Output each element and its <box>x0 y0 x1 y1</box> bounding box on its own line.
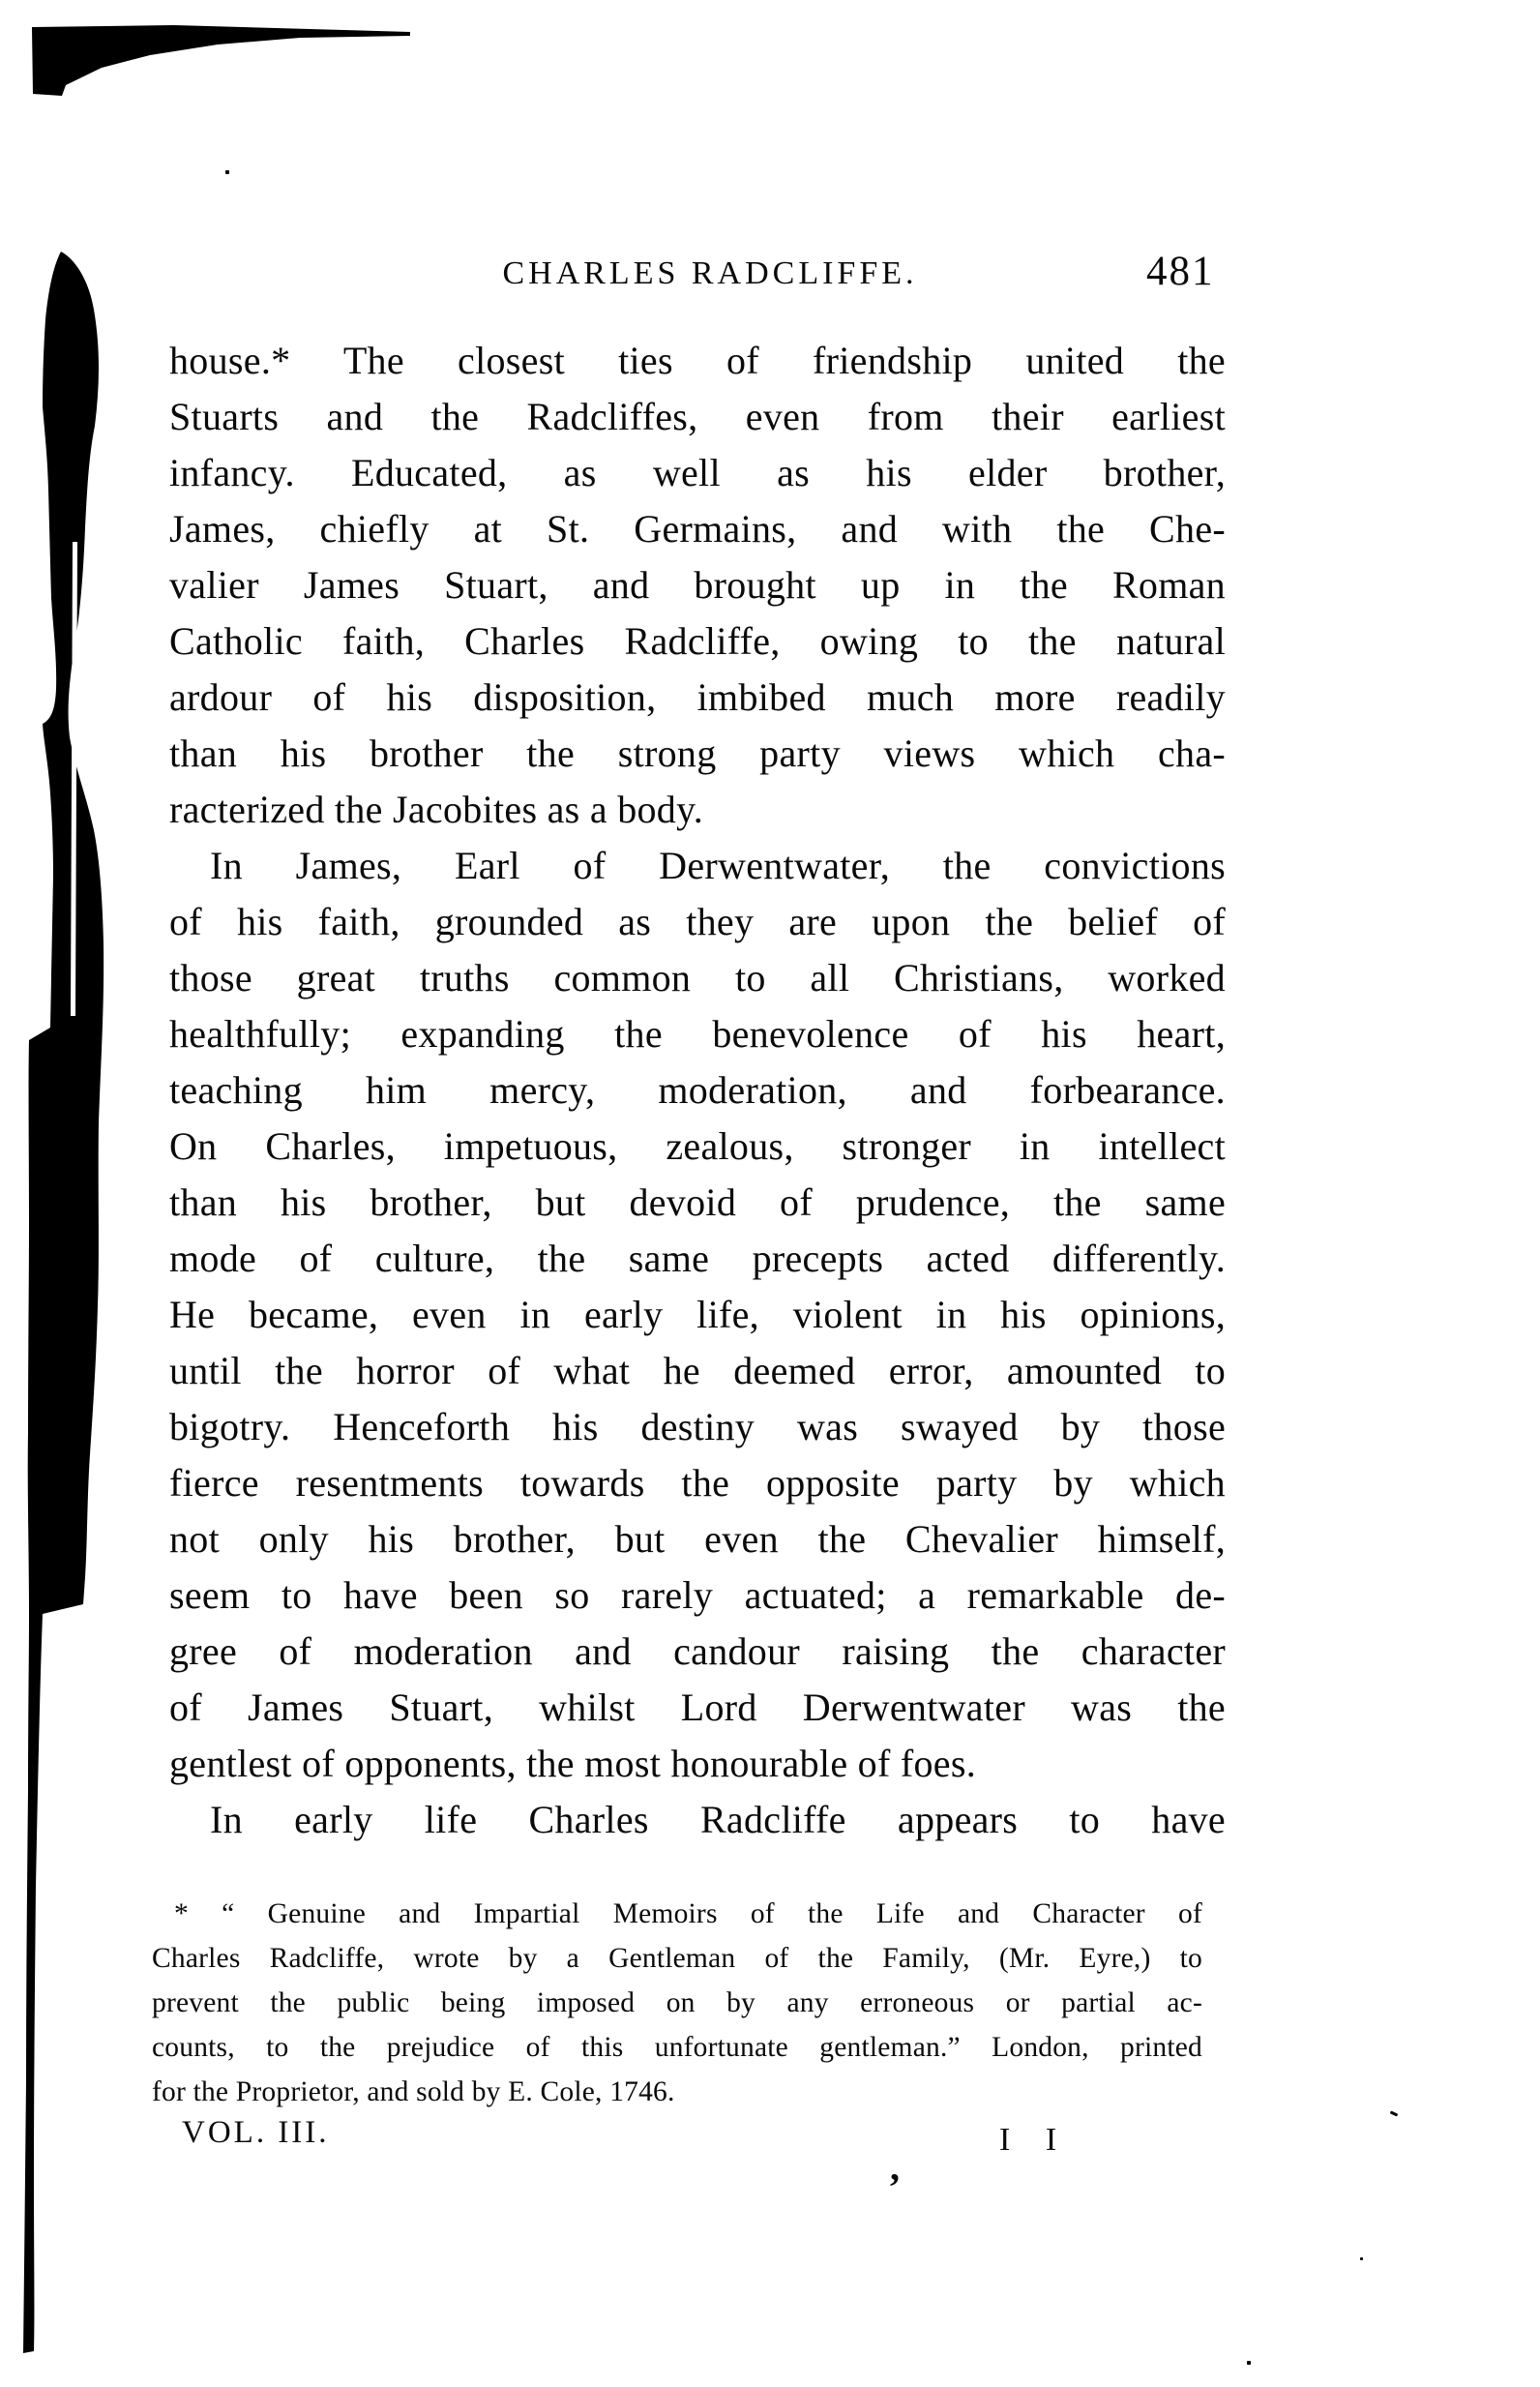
text-line: gentlest of opponents, the most honourable of foes. <box>169 1742 977 1785</box>
text-line: In James, Earl of Derwentwater, the convictions <box>210 844 1226 887</box>
text-line: seem to have been so rarely actuated; a remarkable de- <box>169 1573 1226 1617</box>
text-line: not only his brother, but even the Chevalier himself, <box>169 1517 1226 1561</box>
text-line: infancy. Educated, as well as his elder brother, <box>169 451 1226 494</box>
text-line: house.* The closest ties of friendship united the <box>169 339 1226 382</box>
text-line: Catholic faith, Charles Radcliffe, owing to the natural <box>169 619 1226 663</box>
text-line: fierce resentments towards the opposite party by which <box>169 1461 1226 1505</box>
text-line: bigotry. Henceforth his destiny was swayed by those <box>169 1405 1226 1448</box>
text-line: mode of culture, the same precepts acted differently. <box>169 1237 1226 1280</box>
text-line: of James Stuart, whilst Lord Derwentwater was the <box>169 1686 1226 1729</box>
text-line: teaching him mercy, moderation, and forbearance. <box>169 1068 1226 1112</box>
text-line: James, chiefly at St. Germains, and with the Che- <box>169 507 1226 551</box>
footnote-block <box>152 1892 1202 2114</box>
scan-gutter-blob-artifact <box>0 0 116 2387</box>
footnote-line: for the Proprietor, and sold by E. Cole, 1746. <box>152 2076 675 2107</box>
body-text-block <box>169 333 1226 1848</box>
running-header-title: CHARLES RADCLIFFE. <box>502 255 918 291</box>
footnote-line: prevent the public being imposed on by any erroneous or partial ac- <box>152 1987 1202 2018</box>
text-line: than his brother the strong party views which cha- <box>169 731 1226 775</box>
text-line: In early life Charles Radcliffe appears to have <box>210 1798 1226 1841</box>
ink-speck <box>225 170 229 174</box>
text-line: gree of moderation and candour raising the character <box>169 1629 1226 1673</box>
text-line: until the horror of what he deemed error, amounted to <box>169 1349 1226 1392</box>
ink-speck <box>1390 2110 1399 2116</box>
footnote-line: * “ Genuine and Impartial Memoirs of the Life and Character of <box>174 1898 1202 1929</box>
text-line: valier James Stuart, and brought up in the Roman <box>169 563 1226 607</box>
text-line: racterized the Jacobites as a body. <box>169 788 704 831</box>
volume-label: VOL. III. <box>182 2115 330 2150</box>
text-line: healthfully; expanding the benevolence of his heart, <box>169 1012 1226 1056</box>
text-line: than his brother, but devoid of prudence, the same <box>169 1180 1226 1224</box>
text-line: Stuarts and the Radcliffes, even from their earliest <box>169 395 1226 438</box>
text-line: ardour of his disposition, imbibed much more readily <box>169 675 1226 719</box>
ink-speck <box>1247 2361 1251 2365</box>
text-line: of his faith, grounded as they are upon the belief of <box>169 900 1226 943</box>
text-line: those great truths common to all Christians, worked <box>169 956 1226 1000</box>
footnote-line: Charles Radcliffe, wrote by a Gentleman of the Family, (Mr. Eyre,) to <box>152 1943 1202 1974</box>
text-line: On Charles, impetuous, zealous, stronger in intellect <box>169 1124 1226 1168</box>
ink-speck <box>1360 2257 1363 2260</box>
scan-wedge-artifact <box>0 0 416 106</box>
signature-mark: I I <box>999 2122 1071 2158</box>
text-line: He became, even in early life, violent in his opinions, <box>169 1293 1226 1336</box>
page-number: 481 <box>1146 249 1215 294</box>
footnote-line: counts, to the prejudice of this unfortunate gentleman.” London, printed <box>152 2032 1202 2063</box>
ink-speck-comma: , <box>890 2145 900 2189</box>
